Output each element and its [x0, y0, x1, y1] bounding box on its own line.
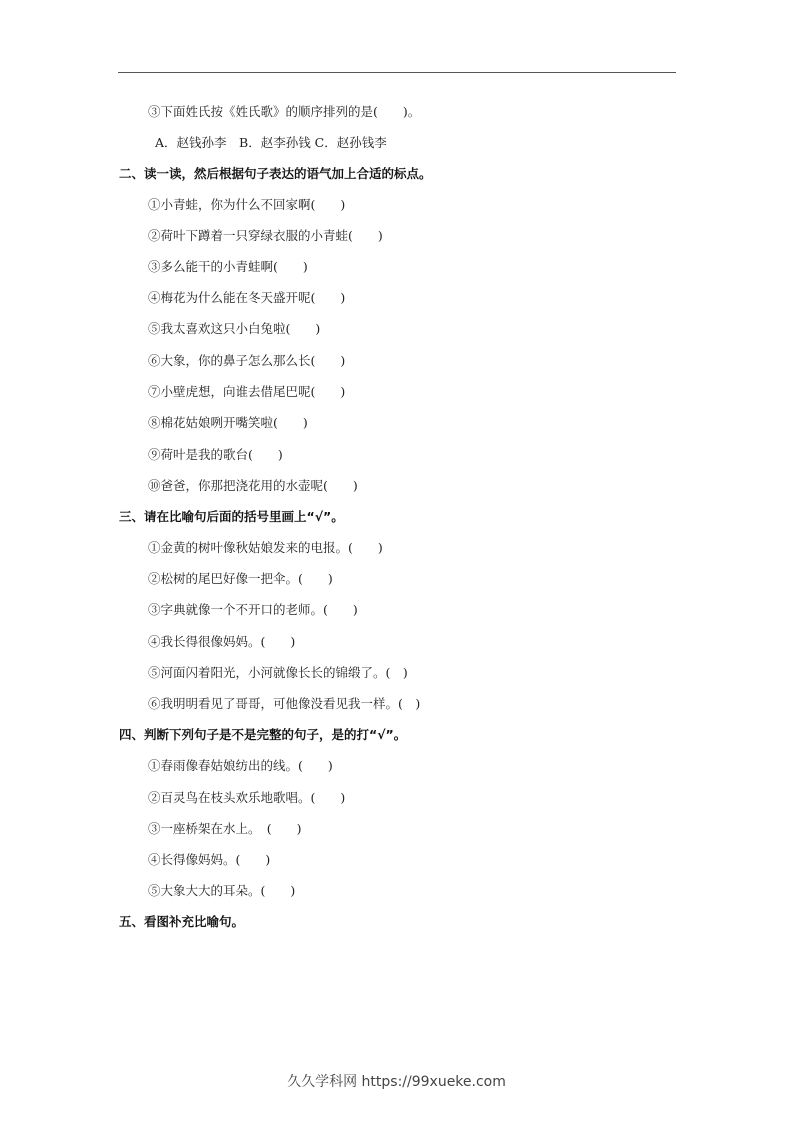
section-2-item: ⑨荷叶是我的歌台( ) — [148, 447, 283, 462]
section-2-item: ③多么能干的小青蛙啊( ) — [148, 259, 308, 274]
footer-watermark: 久久学科网 https://99xueke.com — [287, 1074, 506, 1090]
section-3-item: ⑤河面闪着阳光，小河就像长长的锦缎了。( ) — [148, 665, 408, 680]
section-3-item: ⑥我明明看见了哥哥，可他像没看见我一样。( ) — [148, 696, 421, 711]
question-3-options: A．赵钱孙李 B．赵李孙钱 C．赵孙钱李 — [155, 135, 387, 150]
section-3-heading: 三、请在比喻句后面的括号里画上“√”。 — [119, 509, 344, 524]
section-4-item: ③一座桥架在水上。 ( ) — [148, 821, 302, 836]
section-4-heading: 四、判断下列句子是不是完整的句子，是的打“√”。 — [119, 727, 407, 742]
section-2-item: ⑧棉花姑娘咧开嘴笑啦( ) — [148, 415, 308, 430]
section-2-item: ④梅花为什么能在冬天盛开呢( ) — [148, 290, 346, 305]
section-5-heading: 五、看图补充比喻句。 — [119, 914, 245, 929]
section-3-item: ①金黄的树叶像秋姑娘发来的电报。( ) — [148, 540, 383, 555]
section-4-item: ②百灵鸟在枝头欢乐地歌唱。( ) — [148, 790, 346, 805]
section-2-item: ⑩爸爸，你那把浇花用的水壶呢( ) — [148, 478, 358, 493]
section-4-item: ④长得像妈妈。( ) — [148, 852, 271, 867]
section-3-item: ③字典就像一个不开口的老师。( ) — [148, 602, 358, 617]
section-2-item: ⑦小壁虎想，向谁去借尾巴呢( ) — [148, 384, 346, 399]
section-4-item: ①春雨像春姑娘纺出的线。( ) — [148, 758, 333, 773]
section-2-item: ⑥大象，你的鼻子怎么那么长( ) — [148, 353, 346, 368]
header-rule — [118, 72, 676, 73]
section-4-item: ⑤大象大大的耳朵。( ) — [148, 883, 296, 898]
section-2-item: ①小青蛙，你为什么不回家啊( ) — [148, 197, 346, 212]
question-3-text: ③下面姓氏按《姓氏歌》的顺序排列的是( )。 — [148, 104, 421, 119]
section-2-heading: 二、读一读，然后根据句子表达的语气加上合适的标点。 — [119, 166, 432, 181]
section-3-item: ④我长得很像妈妈。( ) — [148, 634, 296, 649]
section-2-item: ②荷叶下蹲着一只穿绿衣服的小青蛙( ) — [148, 228, 383, 243]
section-3-item: ②松树的尾巴好像一把伞。( ) — [148, 571, 333, 586]
section-2-item: ⑤我太喜欢这只小白兔啦( ) — [148, 321, 321, 336]
